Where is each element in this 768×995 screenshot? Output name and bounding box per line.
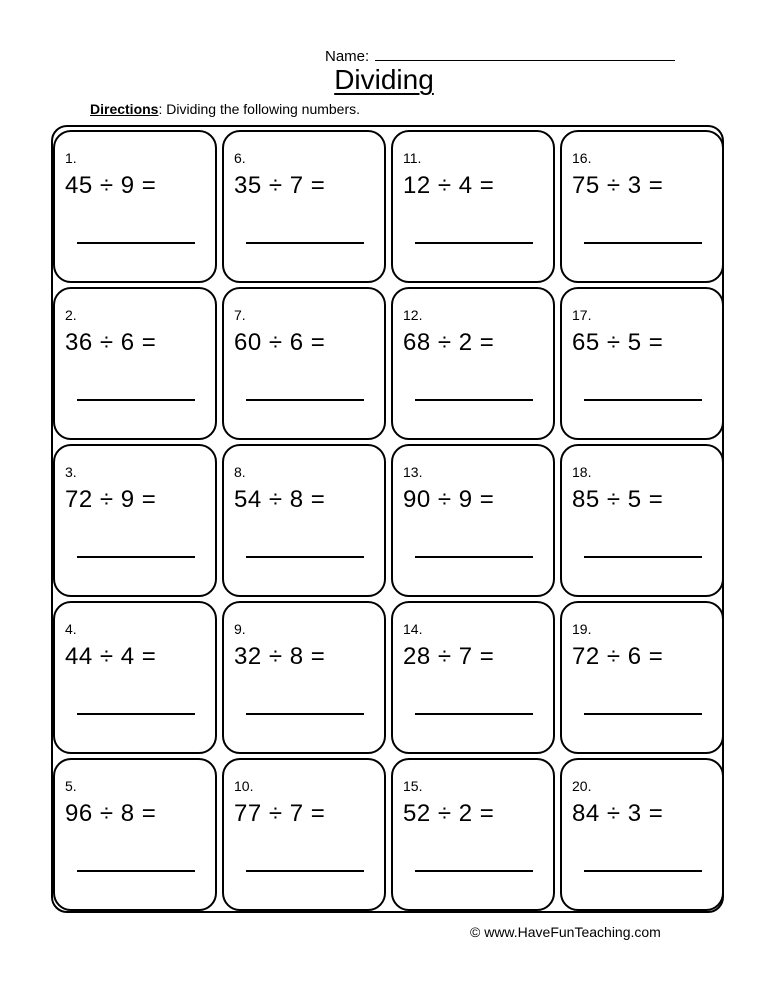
problem-expression: 85 ÷ 5 = xyxy=(572,486,664,513)
problem-card xyxy=(222,601,386,754)
problem-expression: 36 ÷ 6 = xyxy=(65,329,157,356)
problem-card xyxy=(560,601,724,754)
problem-number: 10. xyxy=(234,778,254,794)
answer-line[interactable] xyxy=(77,713,195,715)
page-title: Dividing xyxy=(334,64,434,95)
problem-number: 14. xyxy=(403,621,423,637)
problem-card xyxy=(53,444,217,597)
answer-line[interactable] xyxy=(246,870,364,872)
answer-line[interactable] xyxy=(77,870,195,872)
problem-number: 5. xyxy=(65,778,77,794)
problem-number: 20. xyxy=(572,778,592,794)
problem-card xyxy=(53,601,217,754)
problem-card xyxy=(53,130,217,283)
problem-expression: 28 ÷ 7 = xyxy=(403,643,495,670)
name-row xyxy=(325,46,675,65)
problem-expression: 90 ÷ 9 = xyxy=(403,486,495,513)
answer-line[interactable] xyxy=(415,870,533,872)
answer-line[interactable] xyxy=(415,399,533,401)
problem-number: 13. xyxy=(403,464,423,480)
problem-expression: 77 ÷ 7 = xyxy=(234,800,326,827)
problem-card xyxy=(391,444,555,597)
problem-number: 2. xyxy=(65,307,77,323)
answer-line[interactable] xyxy=(584,713,702,715)
problem-number: 6. xyxy=(234,150,246,166)
answer-line[interactable] xyxy=(415,556,533,558)
answer-line[interactable] xyxy=(584,242,702,244)
problem-number: 17. xyxy=(572,307,592,323)
problem-card xyxy=(222,287,386,440)
problem-card xyxy=(222,444,386,597)
directions-text: : Dividing the following numbers. xyxy=(158,101,361,117)
problem-number: 16. xyxy=(572,150,592,166)
problem-expression: 84 ÷ 3 = xyxy=(572,800,664,827)
answer-line[interactable] xyxy=(584,556,702,558)
problem-card xyxy=(53,758,217,911)
problem-expression: 32 ÷ 8 = xyxy=(234,643,326,670)
answer-line[interactable] xyxy=(246,556,364,558)
problem-expression: 72 ÷ 9 = xyxy=(65,486,157,513)
problem-card xyxy=(560,287,724,440)
problem-number: 4. xyxy=(65,621,77,637)
problem-card xyxy=(560,444,724,597)
problem-card xyxy=(222,130,386,283)
problem-expression: 60 ÷ 6 = xyxy=(234,329,326,356)
answer-line[interactable] xyxy=(77,556,195,558)
name-label: Name: xyxy=(325,48,370,65)
problem-number: 12. xyxy=(403,307,423,323)
problem-expression: 12 ÷ 4 = xyxy=(403,172,495,199)
problem-expression: 45 ÷ 9 = xyxy=(65,172,157,199)
problem-expression: 44 ÷ 4 = xyxy=(65,643,157,670)
answer-line[interactable] xyxy=(246,242,364,244)
answer-line[interactable] xyxy=(77,399,195,401)
problem-expression: 35 ÷ 7 = xyxy=(234,172,326,199)
problem-expression: 72 ÷ 6 = xyxy=(572,643,664,670)
problem-card xyxy=(222,758,386,911)
problem-grid xyxy=(53,130,725,912)
problem-card xyxy=(560,130,724,283)
answer-line[interactable] xyxy=(415,242,533,244)
problem-card xyxy=(53,287,217,440)
answer-line[interactable] xyxy=(584,870,702,872)
answer-line[interactable] xyxy=(415,713,533,715)
footer-credit: © www.HaveFunTeaching.com xyxy=(470,924,661,940)
problem-expression: 96 ÷ 8 = xyxy=(65,800,157,827)
answer-line[interactable] xyxy=(246,713,364,715)
problem-card xyxy=(391,601,555,754)
problem-card xyxy=(391,758,555,911)
problem-card xyxy=(560,758,724,911)
answer-line[interactable] xyxy=(584,399,702,401)
name-field[interactable] xyxy=(375,46,675,61)
problem-card xyxy=(391,130,555,283)
problem-expression: 54 ÷ 8 = xyxy=(234,486,326,513)
problem-number: 9. xyxy=(234,621,246,637)
problem-expression: 75 ÷ 3 = xyxy=(572,172,664,199)
problem-card xyxy=(391,287,555,440)
problem-number: 18. xyxy=(572,464,592,480)
problem-number: 19. xyxy=(572,621,592,637)
problem-number: 15. xyxy=(403,778,423,794)
problem-number: 8. xyxy=(234,464,246,480)
answer-line[interactable] xyxy=(77,242,195,244)
problem-number: 1. xyxy=(65,150,77,166)
problem-number: 7. xyxy=(234,307,246,323)
problem-expression: 65 ÷ 5 = xyxy=(572,329,664,356)
directions-label: Directions xyxy=(90,101,159,117)
problem-expression: 68 ÷ 2 = xyxy=(403,329,495,356)
answer-line[interactable] xyxy=(246,399,364,401)
problem-expression: 52 ÷ 2 = xyxy=(403,800,495,827)
problem-number: 3. xyxy=(65,464,77,480)
problem-number: 11. xyxy=(403,150,422,166)
directions xyxy=(90,101,360,117)
